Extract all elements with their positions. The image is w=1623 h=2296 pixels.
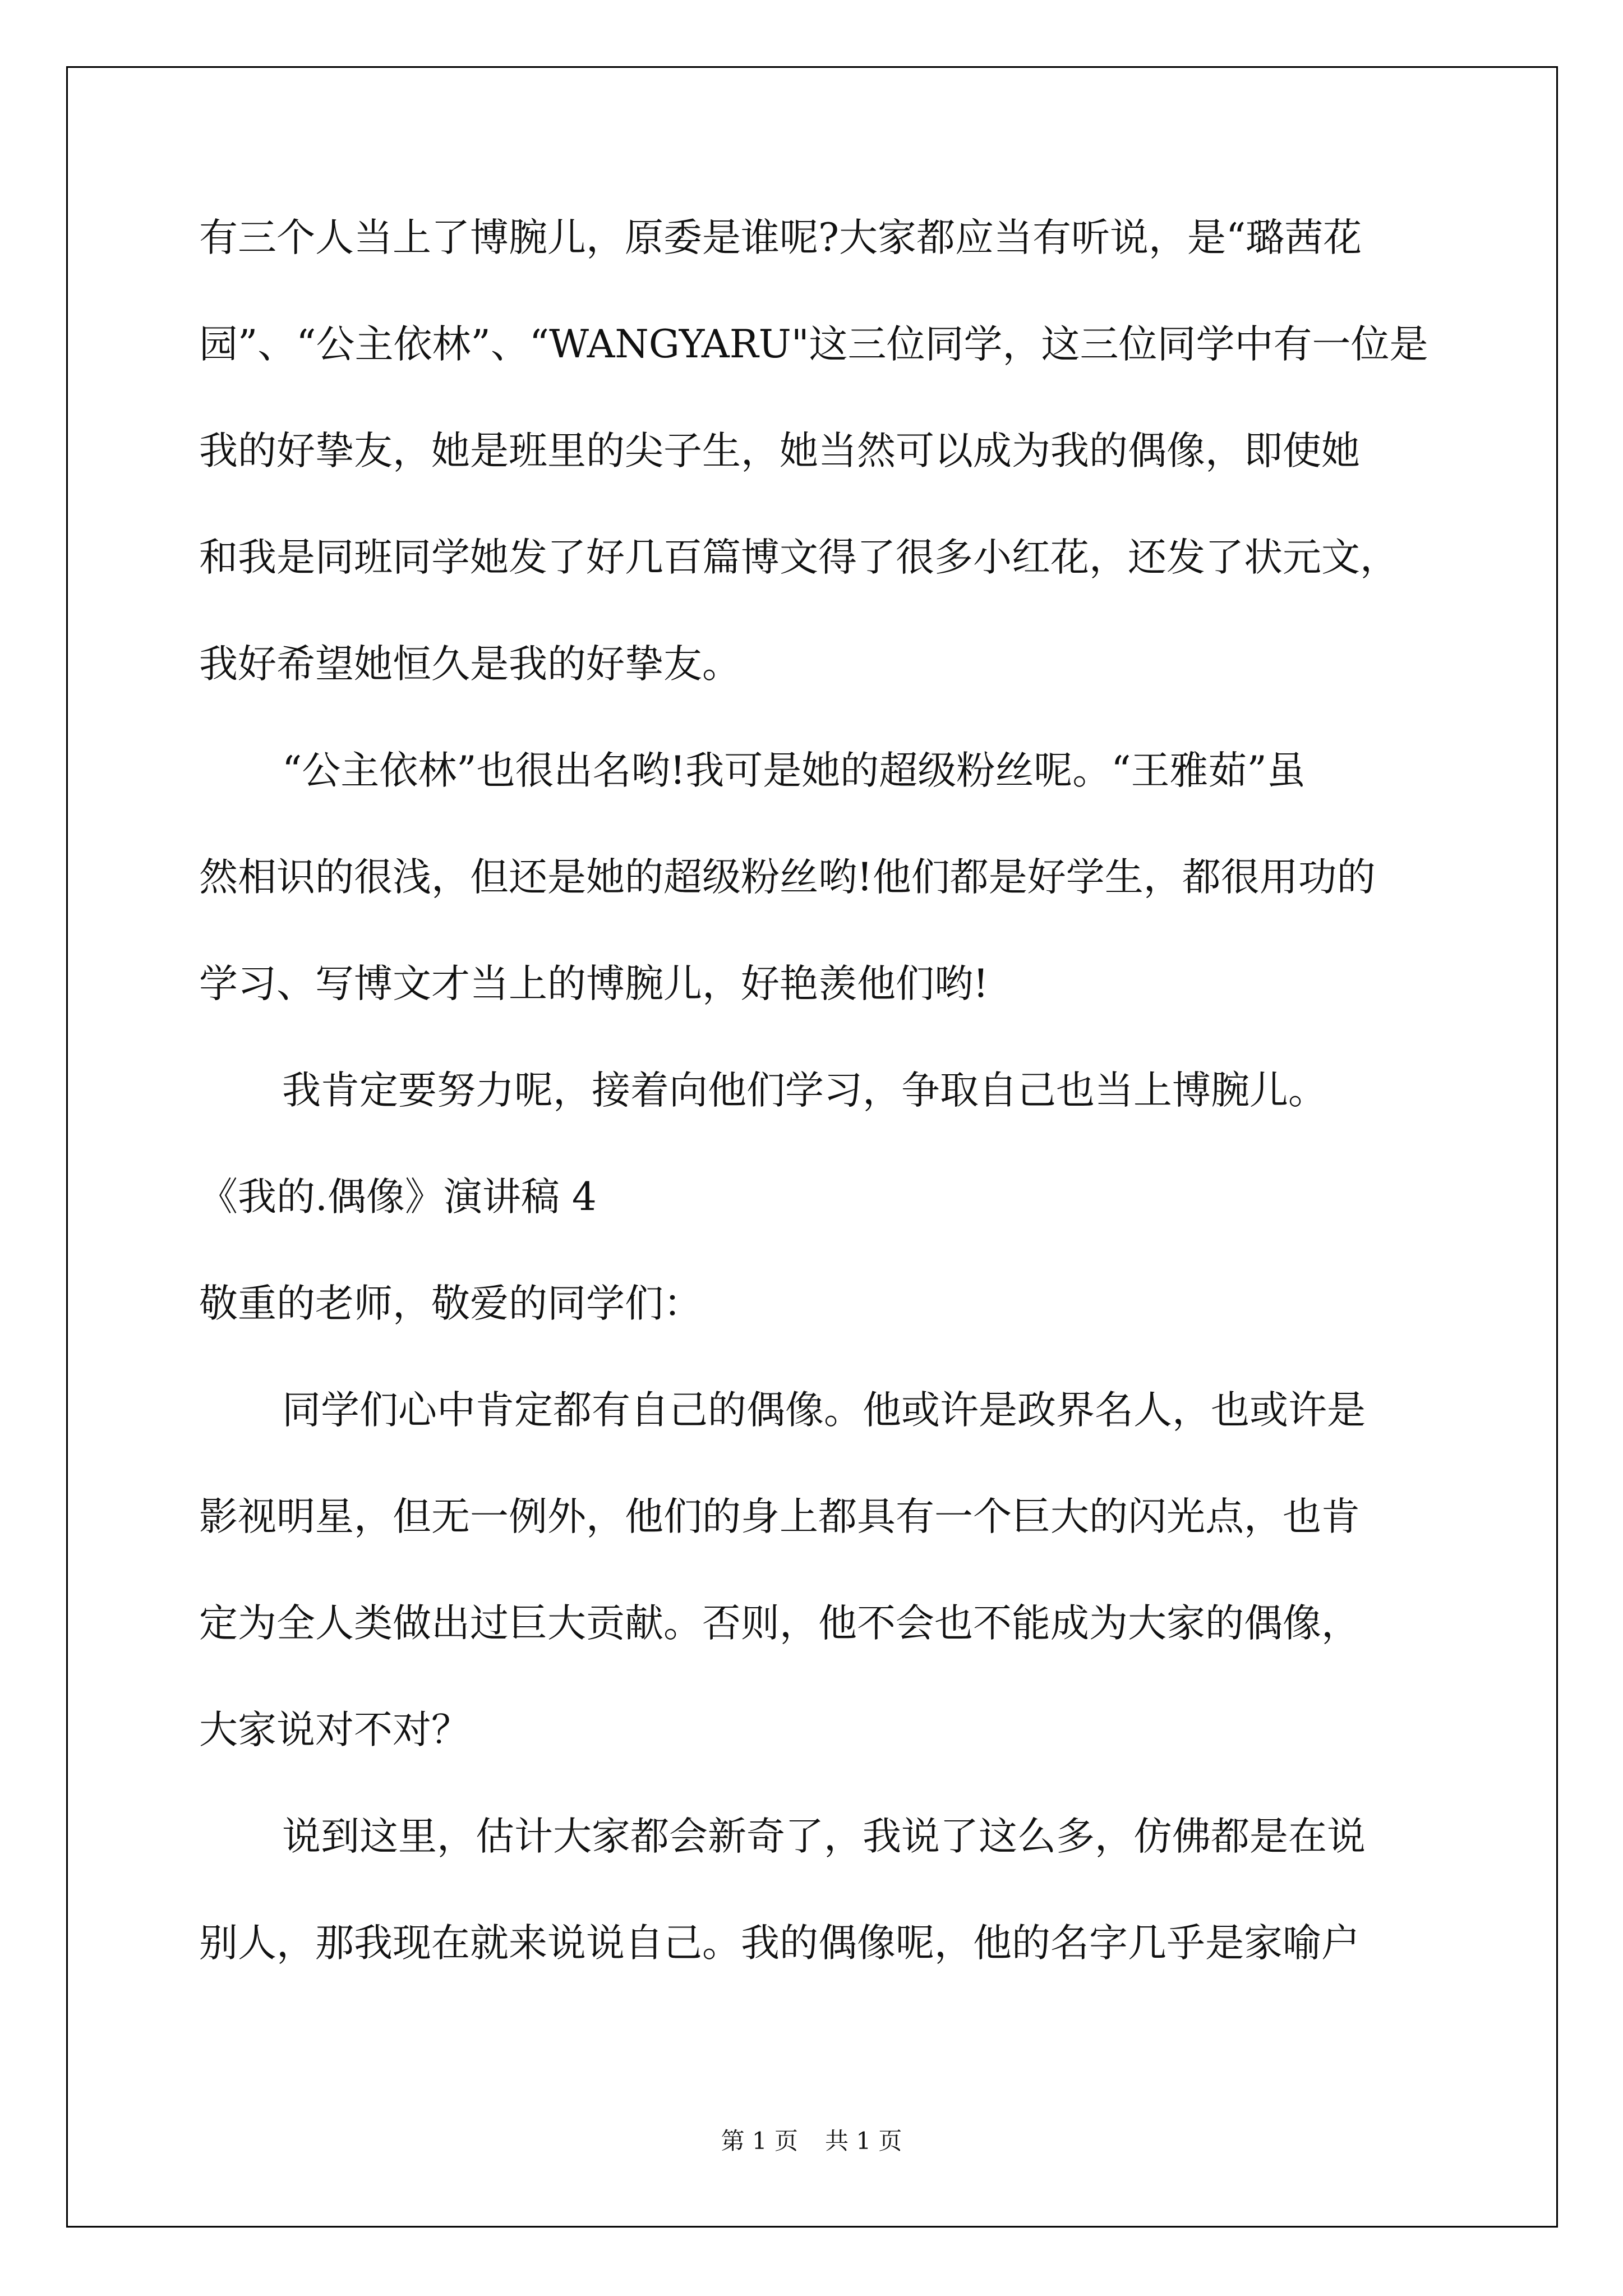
text-line: 有三个人当上了博腕儿，原委是谁呢?大家都应当有听说，是“璐茜花 — [199, 215, 1362, 260]
paragraph-start-line: 我肯定要努力呢，接着向他们学习，争取自己也当上博腕儿。 — [282, 1068, 1327, 1113]
text-line: 影视明星，但无一例外，他们的身上都具有一个巨大的闪光点，也肯 — [199, 1494, 1360, 1539]
document-body — [199, 215, 1428, 2031]
page-footer — [0, 2129, 1623, 2153]
paragraph-start-line: 同学们心中肯定都有自己的偶像。他或许是政界名人，也或许是 — [282, 1388, 1366, 1433]
text-line: 和我是同班同学她发了好几百篇博文得了很多小红花，还发了状元文， — [199, 535, 1399, 580]
text-line: 定为全人类做出过巨大贡献。否则，他不会也不能成为大家的偶像， — [199, 1601, 1360, 1646]
salutation-line: 敬重的老师，敬爱的同学们： — [199, 1281, 702, 1326]
text-line: 我好希望她恒久是我的好挚友。 — [199, 642, 741, 687]
page-number: 第 1 页 — [721, 2127, 798, 2155]
page-total: 共 1 页 — [825, 2127, 902, 2155]
text-line: 别人，那我现在就来说说自己。我的偶像呢，他的名字几乎是家喻户 — [199, 1921, 1360, 1966]
text-line: 我的好挚友，她是班里的尖子生，她当然可以成为我的偶像，即使她 — [199, 429, 1360, 473]
text-line: 园”、“公主依林”、“WANGYARU"这三位同学，这三位同学中有一位是 — [199, 322, 1428, 367]
text-line: 学习、写博文才当上的博腕儿，好艳羡他们哟! — [199, 961, 989, 1006]
paragraph-start-line: “公主依林”也很出名哟!我可是她的超级粉丝呢。“王雅茹”虽 — [282, 748, 1306, 793]
paragraph-start-line: 说到这里，估计大家都会新奇了，我说了这么多，仿佛都是在说 — [282, 1814, 1366, 1859]
text-line: 大家说对不对？ — [199, 1708, 470, 1752]
section-heading: 《我的.偶像》演讲稿 4 — [199, 1175, 597, 1220]
text-line: 然相识的很浅，但还是她的超级粉丝哟!他们都是好学生，都很用功的 — [199, 855, 1376, 900]
